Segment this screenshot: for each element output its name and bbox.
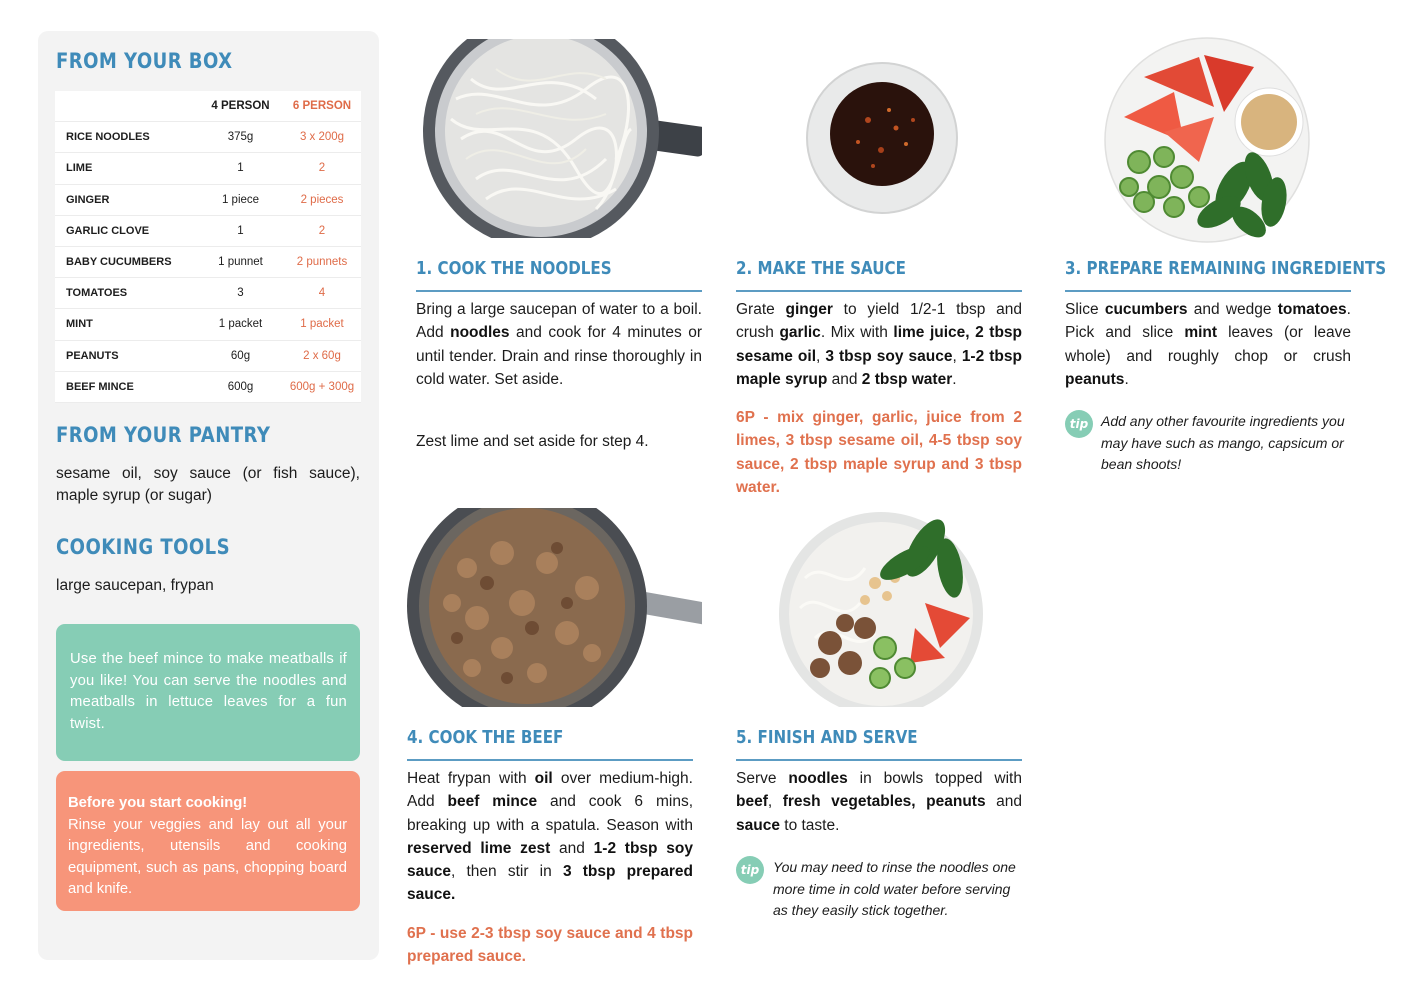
step-4-title: 4. COOK THE BEEF [407, 727, 564, 748]
quantity-4-person: 600g [198, 371, 283, 402]
quantity-6-person: 2 x 60g [283, 340, 361, 371]
bold-ingredient: 1-2 tbsp soy sauce [407, 839, 693, 881]
quantity-4-person: 1 [198, 215, 283, 246]
cooking-tools-heading: COOKING TOOLS [56, 535, 231, 559]
quantity-4-person: 1 packet [198, 309, 283, 340]
bold-ingredient: garlic [779, 324, 821, 342]
photo-beef-in-frypan [407, 508, 702, 707]
ingredient-name: BABY CUCUMBERS [55, 246, 198, 277]
table-row [55, 278, 361, 309]
quantity-6-person: 4 [283, 278, 361, 309]
bold-ingredient: 2 tbsp water [861, 370, 953, 388]
ingredient-name: PEANUTS [55, 340, 198, 371]
from-your-pantry-heading: FROM YOUR PANTRY [56, 423, 271, 447]
before-you-start-text: Rinse your veggies and lay out all your ingredients, utensils and cooking equipment, such as pans, chopping board and knife. [68, 816, 347, 897]
quantity-4-person: 3 [198, 278, 283, 309]
step-5-tip-badge: tip [736, 856, 764, 884]
bold-ingredient: 3 tbsp soy sauce [825, 347, 953, 365]
quantity-6-person: 3 x 200g [283, 122, 361, 153]
ingredient-name: GINGER [55, 184, 198, 215]
quantity-6-person: 2 pieces [283, 184, 361, 215]
bold-ingredient: fresh vegetables, peanuts [782, 793, 986, 811]
bold-ingredient: tomatoes [1277, 301, 1347, 318]
step-2-six-person-note: 6P - mix ginger, garlic, juice from 2 limes, 3 tbsp sesame oil, 4-5 tbsp soy sauce, 2 tbsp maple syrup and 3 tbsp water. [736, 409, 1022, 496]
cooking-tools-text: large saucepan, frypan [56, 577, 214, 594]
photo-noodles-in-saucepan [416, 39, 702, 238]
step-1-text: Bring a large saucepan of water to a boil. Add noodles and cook for 4 minutes or until tender. Drain and rinse thoroughly in cold water. Set aside. [416, 301, 702, 388]
from-your-box-heading: FROM YOUR BOX [56, 49, 233, 73]
quantity-6-person: 2 [283, 215, 361, 246]
step-4-divider [407, 759, 693, 761]
table-row [55, 184, 361, 215]
quantity-6-person: 1 packet [283, 309, 361, 340]
step-2-divider [736, 290, 1022, 292]
table-row [55, 122, 361, 153]
ingredient-name: MINT [55, 309, 198, 340]
quantity-4-person: 1 piece [198, 184, 283, 215]
table-row [55, 215, 361, 246]
table-row [55, 246, 361, 277]
quantity-4-person: 1 punnet [198, 246, 283, 277]
step-1-divider [416, 290, 702, 292]
photo-prepared-ingredients [1104, 37, 1310, 243]
ingredients-table [55, 91, 361, 403]
bold-ingredient: reserved lime zest [407, 839, 551, 857]
step-1-title: 1. COOK THE NOODLES [416, 258, 612, 279]
quantity-6-person: 2 punnets [283, 246, 361, 277]
bold-ingredient: beef [736, 793, 768, 811]
tip-note-green: Use the beef mince to make meatballs if you like! You can serve the noodles and meatballs in lettuce leaves for a fun twist. [56, 624, 360, 761]
step-3-tip-text: Add any other favourite ingredients you may have such as mango, capsicum or bean shoots! [1101, 413, 1345, 472]
bold-ingredient: beef mince [447, 793, 538, 811]
step-3-divider [1065, 290, 1351, 292]
step-5-tip-text: You may need to rinse the noodles one more time in cold water before serving as they easily stick together. [773, 859, 1016, 918]
step-3-tip-badge: tip [1065, 410, 1093, 438]
step-5-divider [736, 759, 1022, 761]
step-5-title: 5. FINISH AND SERVE [736, 727, 918, 748]
step-5-text: Serve noodles in bowls topped with beef, fresh vegetables, peanuts and sauce to taste. [736, 770, 1022, 834]
quantity-6-person: 600g + 300g [283, 371, 361, 402]
bold-ingredient: 1-2 tbsp maple syrup [736, 347, 1022, 388]
table-row [55, 309, 361, 340]
pantry-text: sesame oil, soy sauce (or fish sauce), maple syrup (or sugar) [56, 465, 360, 504]
bold-ingredient: oil [534, 770, 553, 787]
step-3-title: 3. PREPARE REMAINING INGREDIENTS [1065, 258, 1387, 279]
ingredient-name: LIME [55, 153, 198, 184]
step-3-text: Slice cucumbers and wedge tomatoes. Pick and slice mint leaves (or leave whole) and roughly chop or crush peanuts. [1065, 301, 1351, 388]
bold-ingredient: peanuts [1065, 370, 1125, 388]
table-row [55, 153, 361, 184]
bold-ingredient: lime juice, 2 tbsp sesame oil [736, 324, 1022, 365]
step-4-six-person-note: 6P - use 2-3 tbsp soy sauce and 4 tbsp prepared sauce. [407, 925, 693, 966]
bold-ingredient: mint [1184, 324, 1218, 342]
table-header-6-person: 6 PERSON [283, 91, 361, 122]
photo-sauce-bowl [806, 62, 959, 215]
quantity-6-person: 2 [283, 153, 361, 184]
step-4-text: Heat frypan with oil over medium-high. Add beef mince and cook 6 mins, breaking up with a spatula. Season with reserved lime zest and 1-2 tbsp soy sauce, then stir in 3 tbsp prepared sauce. [407, 770, 694, 904]
bold-ingredient: cucumbers [1104, 301, 1188, 318]
table-header-row [55, 91, 361, 122]
photo-finished-bowl [775, 508, 988, 707]
bold-ingredient: noodles [450, 324, 510, 342]
step-1-zest-text: Zest lime and set aside for step 4. [416, 433, 649, 450]
ingredient-name: TOMATOES [55, 278, 198, 309]
table-row [55, 371, 361, 402]
ingredient-name: BEEF MINCE [55, 371, 198, 402]
ingredient-name: RICE NOODLES [55, 122, 198, 153]
quantity-4-person: 60g [198, 340, 283, 371]
quantity-4-person: 1 [198, 153, 283, 184]
before-you-start-title: Before you start cooking! [68, 795, 248, 811]
table-header-cell [55, 91, 198, 122]
bold-ingredient: ginger [785, 301, 833, 318]
bold-ingredient: sauce [736, 816, 780, 834]
table-row [55, 340, 361, 371]
step-2-text: Grate ginger to yield 1/2-1 tbsp and crush garlic. Mix with lime juice, 2 tbsp sesame oil, 3 tbsp soy sauce, 1-2 tbsp maple syrup and 2 tbsp water. [736, 301, 1022, 388]
bold-ingredient: noodles [788, 770, 848, 787]
table-header-4-person: 4 PERSON [198, 91, 283, 122]
before-you-start-note [56, 771, 360, 911]
ingredient-name: GARLIC CLOVE [55, 215, 198, 246]
quantity-4-person: 375g [198, 122, 283, 153]
bold-ingredient: 3 tbsp prepared sauce. [407, 863, 693, 904]
step-2-title: 2. MAKE THE SAUCE [736, 258, 906, 279]
